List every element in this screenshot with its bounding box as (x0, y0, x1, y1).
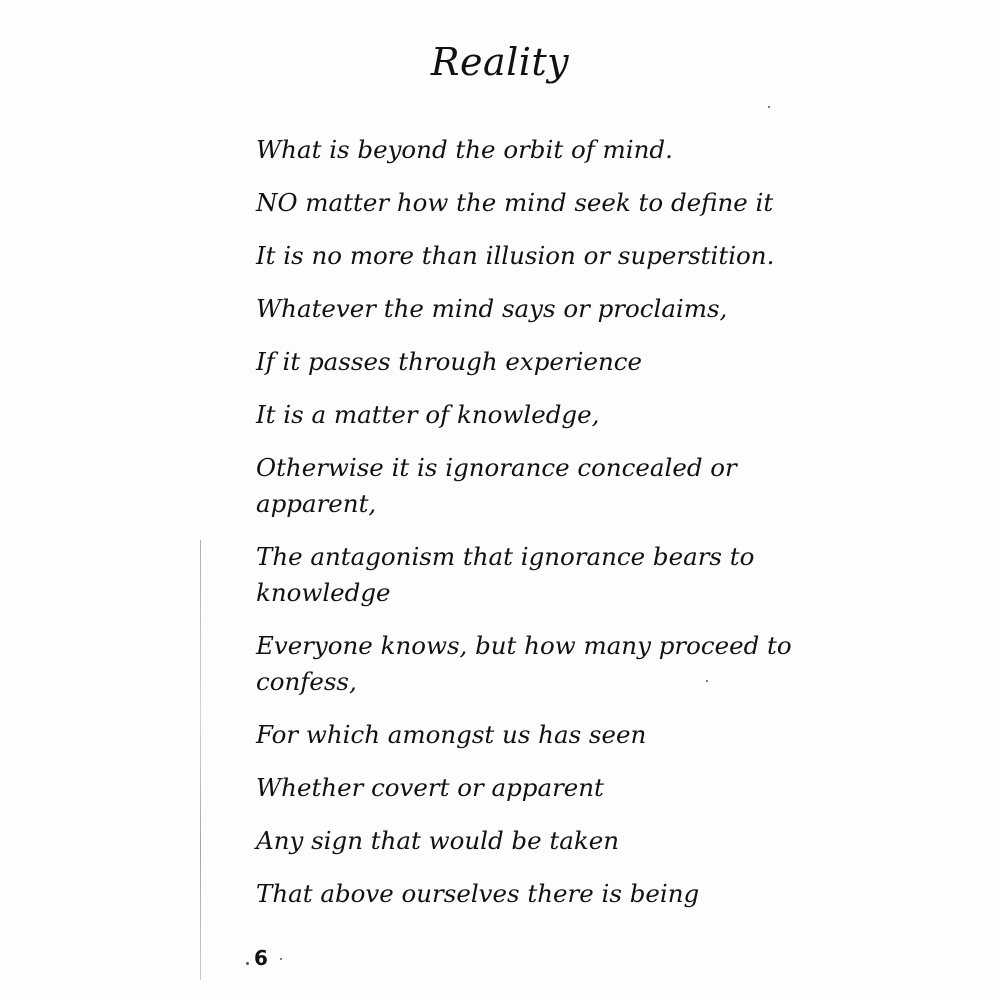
poem-line-continuation: apparent, (256, 489, 377, 518)
poem-line-text: NO matter how the mind seek to define it (256, 188, 774, 217)
poem-line (256, 132, 776, 168)
poem-line-continuation: confess, (256, 667, 357, 696)
poem-line-text: The antagonism that ignorance bears to (256, 542, 755, 571)
scan-speck (246, 962, 249, 965)
poem-line (256, 238, 776, 274)
poem-title: Reality (430, 40, 570, 84)
poem-line (256, 770, 776, 806)
poem-line (256, 823, 776, 859)
scan-binding-edge (200, 540, 201, 980)
poem-line (256, 185, 776, 221)
poem-line (256, 717, 776, 753)
poem-line (256, 539, 776, 611)
scan-speck (706, 680, 708, 682)
poem-line (256, 291, 776, 327)
poem-line (256, 628, 792, 700)
scan-speck (280, 958, 282, 960)
poem-line (256, 397, 776, 433)
poem-line-text: That above ourselves there is being (256, 879, 700, 908)
poem-line (256, 344, 776, 380)
poem-line-text: Everyone knows, but how many proceed to (256, 631, 792, 660)
poem-line-text: Otherwise it is ignorance concealed or (256, 453, 737, 482)
poem-line-text: Whatever the mind says or proclaims, (256, 294, 728, 323)
poem-line-text: Any sign that would be taken (256, 826, 619, 855)
scan-speck (768, 106, 770, 108)
poem-body (256, 132, 792, 929)
poem-line-text: It is no more than illusion or superstition. (256, 241, 775, 270)
poem-line (256, 876, 776, 912)
poem-line (256, 450, 776, 522)
poem-line-text: Whether covert or apparent (256, 773, 604, 802)
page-number: 6 (254, 946, 268, 970)
poem-line-text: What is beyond the orbit of mind. (256, 135, 673, 164)
poem-line-continuation: knowledge (256, 578, 391, 607)
poem-line-text: If it passes through experience (256, 347, 642, 376)
poem-line-text: It is a matter of knowledge, (256, 400, 600, 429)
poem-line-text: For which amongst us has seen (256, 720, 647, 749)
